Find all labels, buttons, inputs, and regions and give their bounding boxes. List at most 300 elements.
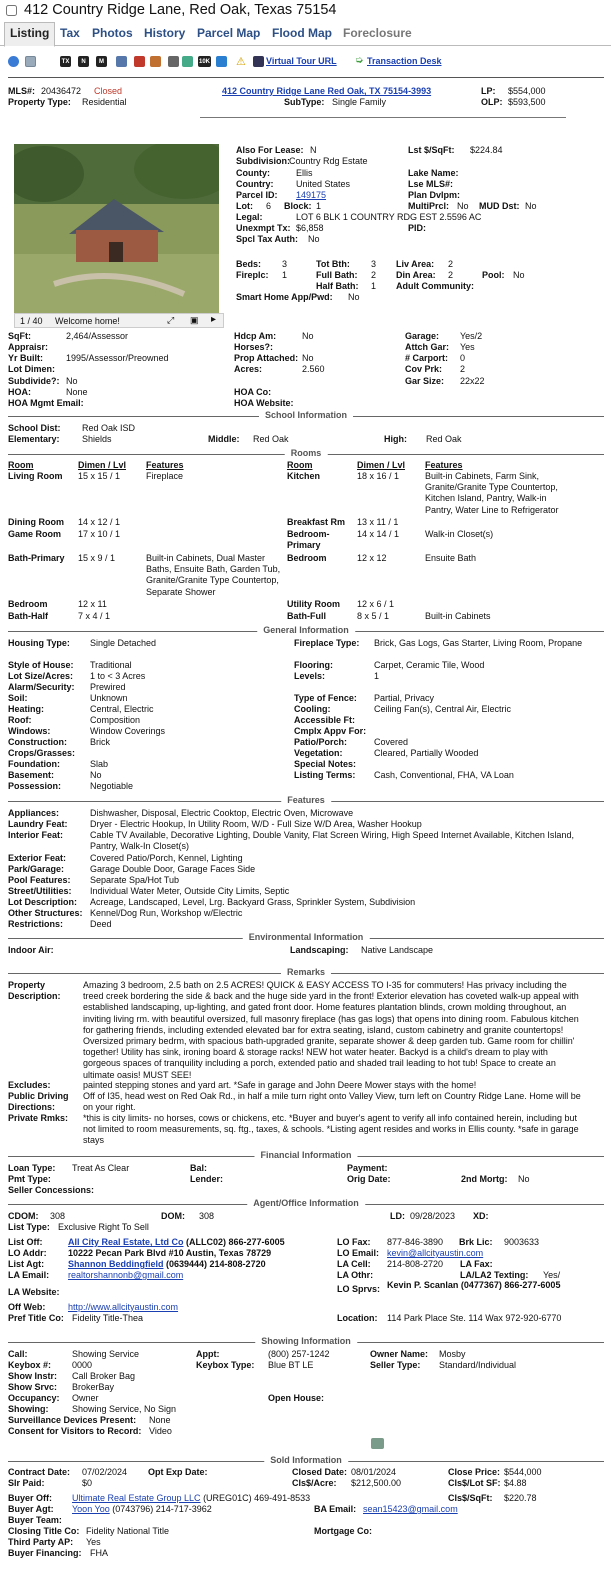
gen-value: Covered — [374, 737, 409, 747]
acres: 2.560 — [302, 364, 325, 374]
closing-title: Fidelity National Title — [86, 1526, 170, 1536]
virtual-tour-link[interactable]: Virtual Tour URL — [266, 56, 337, 66]
occupancy-label: Occupancy: — [8, 1393, 60, 1403]
mud-label: MUD Dst: — [479, 201, 520, 211]
subdivision-label: Subdivision: — [236, 156, 290, 166]
mortgage-co-label: Mortgage Co: — [314, 1526, 372, 1536]
room-features: Built-in Cabinets — [425, 611, 491, 621]
attgar: Yes — [460, 342, 475, 352]
col-header: Room — [287, 460, 313, 470]
page-title: 412 Country Ridge Lane, Red Oak, Texas 75154 — [24, 2, 337, 18]
carport: 0 — [460, 353, 466, 363]
halfbath: 1 — [371, 281, 377, 291]
financial-info — [8, 1163, 608, 1199]
room-dimen: 12 x 11 — [78, 599, 107, 609]
loan-type: Treat As Clear — [72, 1163, 130, 1173]
cls-sqft: $220.78 — [504, 1493, 537, 1503]
section-title: School Information — [259, 410, 353, 420]
consent-label: Consent for Visitors to Record: — [8, 1426, 142, 1436]
contract-date-label: Contract Date: — [8, 1467, 71, 1477]
showing: Showing Service, No Sign — [72, 1404, 177, 1414]
liv-label: Liv Area: — [396, 259, 435, 269]
close-price: $544,000 — [504, 1467, 542, 1477]
cls-sqft-label: Cls$/SqFt: — [448, 1493, 493, 1503]
subtype-label: SubType: — [284, 97, 325, 107]
call: Showing Service — [72, 1349, 140, 1359]
gen-value: Single Detached — [90, 638, 157, 648]
room-dimen: 12 x 6 / 1 — [357, 599, 395, 609]
feat-value: Garage Double Door, Garage Faces Side — [90, 864, 256, 874]
close-price-label: Close Price: — [448, 1467, 501, 1477]
room-name: Bedroom — [8, 599, 48, 609]
mls-number: 20436472 — [41, 86, 82, 96]
room-dimen: 18 x 16 / 1 — [357, 471, 400, 481]
lo-sprvs-label: LO Sprvs: — [337, 1284, 381, 1294]
buyer-agent-link[interactable]: Yoon Yoo — [72, 1504, 110, 1514]
unexmpt: $6,858 — [296, 223, 324, 233]
divider — [8, 77, 604, 78]
show-srvc: BrokerBay — [72, 1382, 115, 1392]
buyer-team-label: Buyer Team: — [8, 1515, 62, 1525]
sqft: 2,464/Assessor — [66, 331, 129, 341]
la-fax-label: LA Fax: — [460, 1259, 493, 1269]
prop-attached: No — [302, 353, 314, 363]
sold-section-header — [8, 1455, 604, 1467]
feat-value: Separate Spa/Hot Tub — [90, 875, 180, 885]
room-features: Built-in Cabinets, Farm Sink, Granite/Granite Type Countertop, Kitchen Island, Pantry, Walk-in Pantry, Water Line to Refrigerator — [425, 471, 559, 515]
la-email-link[interactable]: realtorshannonb@gmail.com — [68, 1270, 184, 1280]
off-web-label: Off Web: — [8, 1302, 46, 1312]
gen-value: Prewired — [90, 682, 126, 692]
covprk: 2 — [460, 364, 466, 374]
buyer-agt-label: Buyer Agt: — [8, 1504, 54, 1514]
gen-label: Type of Fence: — [294, 693, 357, 703]
tab-tax[interactable]: Tax — [60, 26, 80, 40]
property-type-label: Property Type: — [8, 97, 71, 107]
tab-photos[interactable]: Photos — [92, 26, 133, 40]
gen-value: Brick — [90, 737, 110, 747]
subdivide-label: Subdivide?: — [8, 376, 60, 386]
room-name: Bath-Full — [287, 611, 326, 621]
fullbath: 2 — [371, 270, 377, 280]
gen-value: Negotiable — [90, 781, 134, 791]
room-features: Built-in Cabinets, Dual Master Baths, Ensuite Bath, Garden Tub, Granite/Granite Type Countertop, Separate Shower — [146, 553, 281, 597]
lo-addr-label: LO Addr: — [8, 1248, 47, 1258]
gen-label: Style of House: — [8, 660, 74, 670]
list-type-label: List Type: — [8, 1222, 50, 1232]
third-party-label: Third Party AP: — [8, 1537, 74, 1547]
lotdim-label: Lot Dimen: — [8, 364, 55, 374]
pid-label: PID: — [408, 223, 426, 233]
tx-icon[interactable]: TX — [60, 56, 71, 67]
room-dimen: 13 x 11 / 1 — [357, 517, 399, 527]
hoa-web-label: HOA Website: — [234, 398, 294, 408]
spcl-tax-label: Spcl Tax Auth: — [236, 234, 299, 244]
list-type: Exclusive Right To Sell — [58, 1222, 149, 1232]
olp-label: OLP: — [481, 97, 503, 107]
col-header: Features — [146, 460, 184, 470]
gen-label: Construction: — [8, 737, 67, 747]
carport-label: # Carport: — [405, 353, 449, 363]
gen-label: Patio/Porch: — [294, 737, 348, 747]
desc-label: Property Description: — [8, 980, 61, 1002]
feat-value: Kennel/Dog Run, Workshop w/Electric — [90, 908, 243, 918]
col-header: Dimen / Lvl — [78, 460, 127, 470]
ba-email-link[interactable]: sean15423@gmail.com — [363, 1504, 458, 1514]
env-info — [8, 945, 608, 957]
gen-label: Vegetation: — [294, 748, 343, 758]
lp-label: LP: — [481, 86, 496, 96]
chart-icon[interactable] — [116, 56, 127, 67]
beds-label: Beds: — [236, 259, 262, 269]
cdom-label: CDOM: — [8, 1211, 39, 1221]
gen-value: Window Coverings — [90, 726, 166, 736]
ld: 09/28/2023 — [410, 1211, 456, 1221]
adult-label: Adult Community: — [396, 281, 474, 291]
gen-label: Roof: — [8, 715, 32, 725]
landscaping-label: Landscaping: — [290, 945, 349, 955]
school-dist-label: School Dist: — [8, 423, 61, 433]
covprk-label: Cov Prk: — [405, 364, 443, 374]
hoa-mgmt-label: HOA Mgmt Email: — [8, 398, 84, 408]
contract-date: 07/02/2024 — [82, 1467, 128, 1477]
plan-label: Plan Dvlpm: — [408, 190, 461, 200]
select-checkbox[interactable] — [6, 5, 17, 16]
also-lease: N — [310, 145, 317, 155]
indoor-air-label: Indoor Air: — [8, 945, 54, 955]
garage-label: Garage: — [405, 331, 440, 341]
agent-section-header — [8, 1198, 604, 1210]
feat-label: Restrictions: — [8, 919, 64, 929]
tab-history[interactable]: History — [144, 26, 186, 40]
remarks-info — [8, 980, 608, 1150]
appt: (800) 257-1242 — [268, 1349, 330, 1359]
school-section-header — [8, 410, 604, 422]
section-title: Sold Information — [264, 1455, 348, 1465]
list-office-link[interactable]: All City Real Estate, Ltd Co — [68, 1237, 184, 1247]
home-small-icon[interactable] — [168, 56, 179, 67]
tab-bar — [0, 22, 611, 46]
excludes: painted stepping stones and yard art. *Safe in garage and John Deere Mower stays with the home! — [83, 1080, 477, 1090]
closing-title-label: Closing Title Co: — [8, 1526, 80, 1536]
gen-label: Accessible Ft: — [294, 715, 356, 725]
garsize: 22x22 — [460, 376, 485, 386]
bal-label: Bal: — [190, 1163, 208, 1173]
summary — [8, 86, 608, 111]
opt-exp-label: Opt Exp Date: — [148, 1467, 208, 1477]
room-dimen: 15 x 9 / 1 — [78, 553, 116, 563]
lst-sqft-label: Lst $/SqFt: — [408, 145, 455, 155]
hoa-label: HOA: — [8, 387, 31, 397]
pref-title-label: Pref Title Co: — [8, 1313, 64, 1323]
feat-label: Street/Utilities: — [8, 886, 72, 896]
n-icon[interactable]: N — [78, 56, 89, 67]
transaction-icon: ➭ — [355, 55, 364, 66]
keybox: 0000 — [72, 1360, 93, 1370]
hdcp: No — [302, 331, 314, 341]
halfbath-label: Half Bath: — [316, 281, 359, 291]
m-icon[interactable]: M — [96, 56, 107, 67]
din-label: Din Area: — [396, 270, 436, 280]
room-features: Fireplace — [146, 471, 184, 481]
features-info — [8, 808, 608, 932]
room-dimen: 12 x 12 — [357, 553, 387, 563]
room-features: Walk-in Closet(s) — [425, 529, 494, 539]
prop-attached-label: Prop Attached: — [234, 353, 299, 363]
county-label: County: — [236, 168, 270, 178]
tab-flood-map[interactable]: Flood Map — [272, 26, 332, 40]
lp-value: $554,000 — [508, 86, 546, 96]
address-link[interactable]: 412 Country Ridge Lane Red Oak, TX 75154-3993 — [222, 86, 432, 96]
general-info — [8, 638, 608, 796]
mortg-label: 2nd Mortg: — [461, 1174, 508, 1184]
high-label: High: — [384, 434, 407, 444]
person-icon[interactable] — [182, 56, 193, 67]
room-name: Bedroom — [287, 553, 327, 563]
fireplc-label: Fireplc: — [236, 270, 269, 280]
country-label: Country: — [236, 179, 274, 189]
feat-value: Dryer - Electric Hookup, In Utility Room, W/D - Full Size W/D Area, Washer Hookup — [90, 819, 422, 829]
texting: Yes/ — [543, 1270, 561, 1280]
section-title: Rooms — [285, 448, 328, 458]
photo-caption: Welcome home! — [55, 316, 120, 326]
slr-paid: $0 — [82, 1478, 93, 1488]
photo-counter: 1 / 40 — [20, 316, 43, 326]
totbth: 3 — [371, 259, 377, 269]
buyer-financing-label: Buyer Financing: — [8, 1548, 82, 1558]
feat-label: Appliances: — [8, 808, 60, 818]
gen-value: Ceiling Fan(s), Central Air, Electric — [374, 704, 512, 714]
showing-section-header — [8, 1336, 604, 1348]
lender-label: Lender: — [190, 1174, 224, 1184]
gen-label: Soil: — [8, 693, 28, 703]
room-name: Kitchen — [287, 471, 321, 481]
agent-info — [8, 1211, 608, 1331]
feat-value: Covered Patio/Porch, Kennel, Lighting — [90, 853, 243, 863]
yr-label: Yr Built: — [8, 353, 43, 363]
houses-icon[interactable] — [150, 56, 161, 67]
directions: Off of I35, head west on Red Oak Rd., in half a mile turn right onto Valley View, turn left on Country Ridge Lane. Home will be on your right. — [83, 1091, 581, 1113]
spcl-tax: No — [308, 234, 320, 244]
gen-label: Fireplace Type: — [294, 638, 360, 648]
seller-type-label: Seller Type: — [370, 1360, 421, 1370]
lo-fax: 877-846-3890 — [387, 1237, 444, 1247]
gen-value: 1 to < 3 Acres — [90, 671, 146, 681]
closed-date: 08/01/2024 — [351, 1467, 397, 1477]
school-info — [8, 423, 608, 447]
refresh-icon[interactable] — [8, 56, 19, 67]
ba-email-label: BA Email: — [314, 1504, 357, 1514]
owner: Mosby — [439, 1349, 466, 1359]
house-icon[interactable] — [134, 56, 145, 67]
gen-label: Basement: — [8, 770, 55, 780]
brk-lic: 9003633 — [504, 1237, 540, 1247]
gen-label: Housing Type: — [8, 638, 70, 648]
excludes-label: Excludes: — [8, 1080, 51, 1090]
buyer-office-info: (UREG01C) 469-491-8533 — [200, 1493, 311, 1503]
feat-label: Lot Description: — [8, 897, 77, 907]
country: United States — [296, 179, 351, 189]
keybox-type: Blue BT LE — [268, 1360, 314, 1370]
landscaping: Native Landscape — [361, 945, 434, 955]
middle: Red Oak — [253, 434, 289, 444]
beds: 3 — [282, 259, 288, 269]
gallery-icon[interactable]: ▣ — [190, 315, 199, 325]
location: 114 Park Place Ste. 114 Wax 972-920-6770 — [387, 1313, 562, 1323]
ld-label: LD: — [390, 1211, 405, 1221]
legal: LOT 6 BLK 1 COUNTRY RDG EST 2.5596 AC — [296, 212, 482, 222]
texting-label: LA/LA2 Texting: — [460, 1270, 529, 1280]
toolbar — [0, 52, 611, 74]
section-title: Features — [281, 795, 331, 805]
garsize-label: Gar Size: — [405, 376, 445, 386]
high: Red Oak — [426, 434, 462, 444]
gen-value: Partial, Privacy — [374, 693, 435, 703]
fullbath-label: Full Bath: — [316, 270, 358, 280]
multi-label: MultiPrcl: — [408, 201, 450, 211]
la-email-label: LA Email: — [8, 1270, 50, 1280]
title-bar — [0, 0, 611, 20]
gen-value: Composition — [90, 715, 141, 725]
gen-label: Windows: — [8, 726, 51, 736]
room-dimen: 14 x 12 / 1 — [78, 517, 121, 527]
rooms-section-header — [8, 448, 604, 460]
directions-label: Public Driving Directions: — [8, 1091, 69, 1113]
room-name: Living Room — [8, 471, 63, 481]
gen-label: Levels: — [294, 671, 326, 681]
block-label: Block: — [284, 201, 312, 211]
room-dimen: 17 x 10 / 1 — [78, 529, 121, 539]
transaction-desk-link[interactable]: Transaction Desk — [367, 56, 442, 66]
listing-photo[interactable] — [14, 144, 219, 328]
cls-lot-label: Cls$/Lot SF: — [448, 1478, 501, 1488]
horses-label: Horses?: — [234, 342, 274, 352]
gen-value: Cleared, Partially Wooded — [374, 748, 479, 758]
features-section-header — [8, 795, 604, 807]
col-header: Dimen / Lvl — [357, 460, 406, 470]
gen-label: Cooling: — [294, 704, 331, 714]
acres-label: Acres: — [234, 364, 263, 374]
gen-value: Carpet, Ceramic Tile, Wood — [374, 660, 485, 670]
lst-sqft: $224.84 — [470, 145, 503, 155]
col-header: Features — [425, 460, 463, 470]
occupancy: Owner — [72, 1393, 99, 1403]
next-photo-icon[interactable]: ▸ — [211, 314, 217, 325]
copy-icon[interactable] — [25, 56, 36, 67]
room-dimen: 14 x 14 / 1 — [357, 529, 400, 539]
la-cell: 214-808-2720 — [387, 1259, 444, 1269]
feat-value: Dishwasher, Disposal, Electric Cooktop, Electric Oven, Microwave — [90, 808, 354, 818]
gen-value: 1 — [374, 671, 380, 681]
tab-listing[interactable]: Listing — [4, 22, 55, 47]
gen-label: Crops/Grasses: — [8, 748, 76, 758]
gen-label: Possession: — [8, 781, 62, 791]
cls-acre-label: Cls$/Acre: — [292, 1478, 337, 1488]
tab-parcel-map[interactable]: Parcel Map — [197, 26, 261, 40]
feat-label: Exterior Feat: — [8, 853, 67, 863]
fireplc: 1 — [282, 270, 288, 280]
col-header: Room — [8, 460, 34, 470]
room-features: Ensuite Bath — [425, 553, 477, 563]
hoa-co-label: HOA Co: — [234, 387, 272, 397]
smart: No — [348, 292, 360, 302]
off-web-link[interactable]: http://www.allcityaustin.com — [68, 1302, 179, 1312]
desc: Amazing 3 bedroom, 2.5 bath on 2.5 ACRES! QUICK & EASY ACCESS TO I-35 for commuters! Has privacy including the treed creek bordering the side & back and the huge side yard in the front! Exterior elevation has coveted walk-up appeal with established landscaping, up-lighting, and gated front door. Home features plantation blinds, crown molding throughout, an inviting living rm. with beautiful oversized, full masonry fireplace (has gas logs) that opens into dining room. Fabulous kitchen for gathering friends, including extended elevated bar for extra seating, island, custom cabinetry and granite countertops! Oversized primary bedrm, with spacious bath-upgraded granite, separate shower & deep garden tub. Game room for chillin' together! Utility has sink, ironing board & storage racks! NEW hot water heater. Backyd is a child's dream to play with gorgeous spaces of tranquility including a porch, extended patio and shaded trail leading to hot tub! Space to create an ultimate oasis! MUST SEE! — [83, 980, 579, 1080]
10k-icon[interactable]: 10K — [198, 56, 211, 67]
lo-email-label: LO Email: — [337, 1248, 380, 1258]
feat-value: Deed — [90, 919, 112, 929]
din: 2 — [448, 270, 454, 280]
financial-section-header — [8, 1150, 604, 1162]
liv: 2 — [448, 259, 454, 269]
parcel-link[interactable]: 149175 — [296, 190, 327, 200]
owner-label: Owner Name: — [370, 1349, 429, 1359]
list-agt-label: List Agt: — [8, 1259, 45, 1269]
lo-email-link[interactable]: kevin@allcityaustin.com — [387, 1248, 484, 1258]
multi: No — [457, 201, 469, 211]
hdcp-label: Hdcp Am: — [234, 331, 277, 341]
gen-value: Cash, Conventional, FHA, VA Loan — [374, 770, 514, 780]
smart-label: Smart Home App/Pwd: — [236, 292, 333, 302]
parcel-label: Parcel ID: — [236, 190, 278, 200]
brk-lic-label: Brk Lic: — [459, 1237, 493, 1247]
cdom: 308 — [50, 1211, 66, 1221]
loan-label: Loan Type: — [8, 1163, 56, 1173]
middle-label: Middle: — [208, 434, 240, 444]
photo-controls — [14, 313, 224, 328]
show-instr: Call Broker Bag — [72, 1371, 136, 1381]
gen-label: Listing Terms: — [294, 770, 356, 780]
feat-value: Acreage, Landscaped, Level, Lrg. Backyard Grass, Sprinkler System, Subdivision — [90, 897, 416, 907]
lot: 6 — [266, 201, 272, 211]
cls-acre: $212,500.00 — [351, 1478, 402, 1488]
gen-label: Special Notes: — [294, 759, 357, 769]
feat-value: Cable TV Available, Decorative Lighting, Double Vanity, Flat Screen Wiring, High Speed Internet Available, Kitchen Island, Pantry, Walk-In Closet(s) — [90, 830, 574, 852]
list-agent-info: (0639444) 214-808-2720 — [163, 1259, 266, 1269]
concessions-label: Seller Concessions: — [8, 1185, 95, 1195]
gen-label: Heating: — [8, 704, 44, 714]
dom-label: DOM: — [161, 1211, 185, 1221]
elementary: Shields — [82, 434, 112, 444]
call-label: Call: — [8, 1349, 28, 1359]
yr: 1995/Assessor/Preowned — [66, 353, 169, 363]
map-icon[interactable] — [216, 56, 227, 67]
list-office-info: (ALLC02) 866-277-6005 — [183, 1237, 285, 1247]
section-title: Agent/Office Information — [247, 1198, 365, 1208]
buyer-office-link[interactable]: Ultimate Real Estate Group LLC — [72, 1493, 201, 1503]
map-pin-icon[interactable] — [371, 1438, 384, 1449]
tab-foreclosure[interactable]: Foreclosure — [343, 26, 412, 40]
warning-icon[interactable]: ⚠ — [236, 56, 246, 68]
surveillance: None — [149, 1415, 171, 1425]
show-srvc-label: Show Srvc: — [8, 1382, 58, 1392]
showing-info — [8, 1349, 608, 1441]
show-instr-label: Show Instr: — [8, 1371, 57, 1381]
divider — [200, 117, 566, 118]
unexmpt-label: Unexmpt Tx: — [236, 223, 291, 233]
property-type: Residential — [82, 97, 127, 107]
feat-label: Park/Garage: — [8, 864, 65, 874]
room-name: Dining Room — [8, 517, 64, 527]
env-section-header — [8, 932, 604, 944]
list-off-label: List Off: — [8, 1237, 43, 1247]
room-name: Bath-Primary — [8, 553, 65, 563]
fullscreen-icon[interactable]: ⤢ — [167, 315, 175, 325]
sqft-label: SqFt: — [8, 331, 31, 341]
remarks-section-header — [8, 967, 604, 979]
tour-icon — [253, 56, 264, 67]
list-agent-link[interactable]: Shannon Beddingfield — [68, 1259, 164, 1269]
